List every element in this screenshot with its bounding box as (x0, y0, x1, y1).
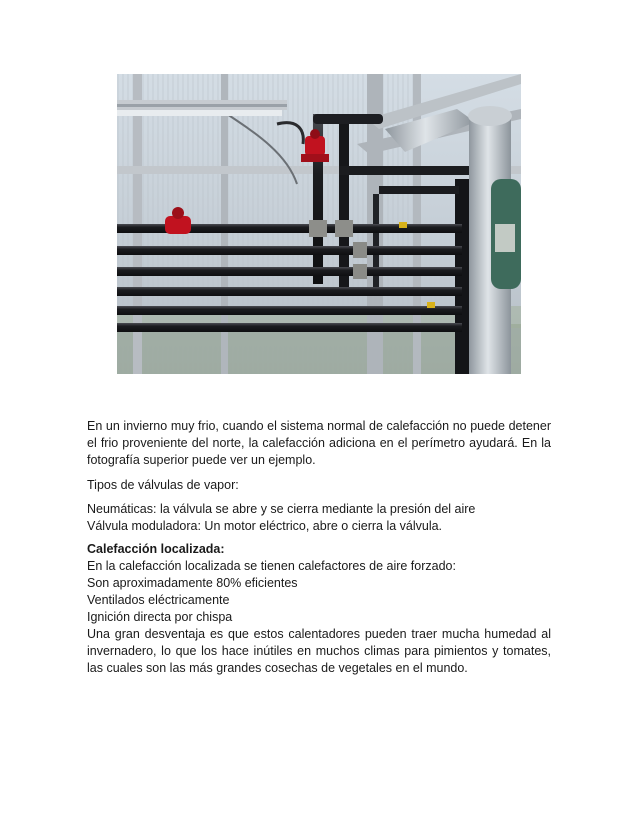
section-line: Una gran desventaja es que estos calentadores pueden traer mucha humedad al (87, 627, 551, 641)
valve-types-list (87, 501, 551, 535)
heating-pipe (117, 267, 462, 276)
heating-pipe (117, 323, 462, 332)
heating-pipe (117, 306, 462, 315)
section-line: las cuales son las más grandes cosechas de vegetales en el mundo. (87, 661, 468, 675)
heating-pipe (117, 287, 462, 296)
intro-paragraph (87, 418, 551, 469)
valve-type-item: Neumáticas: la válvula se abre y se cierra mediante la presión del aire (87, 502, 476, 516)
intro-line: En un invierno muy frio, cuando el sistema normal de calefacción no puede detener (87, 419, 551, 433)
valve-types-title: Tipos de válvulas de vapor: (87, 478, 239, 492)
localized-heating-section (87, 541, 551, 677)
section-line: En la calefacción localizada se tienen calefactores de aire forzado: (87, 559, 456, 573)
greenhouse-heating-photo (117, 74, 521, 374)
section-line: Ignición directa por chispa (87, 610, 233, 624)
section-heading: Calefacción localizada: (87, 542, 225, 556)
section-line: invernadero, lo que los hace inútiles en muchos climas para pimientos y tomates, (87, 644, 551, 658)
intro-line: fotografía superior puede ver un ejemplo. (87, 453, 316, 467)
section-line: Ventilados eléctricamente (87, 593, 230, 607)
section-line: Son aproximadamente 80% eficientes (87, 576, 298, 590)
valve-type-item: Válvula moduladora: Un motor eléctrico, abre o cierra la válvula. (87, 519, 443, 533)
heating-pipe (117, 246, 462, 255)
intro-line: el frio proveniente del norte, la calefacción adiciona en el perímetro ayudará. En la (87, 436, 551, 450)
photo-illustration (117, 74, 521, 374)
